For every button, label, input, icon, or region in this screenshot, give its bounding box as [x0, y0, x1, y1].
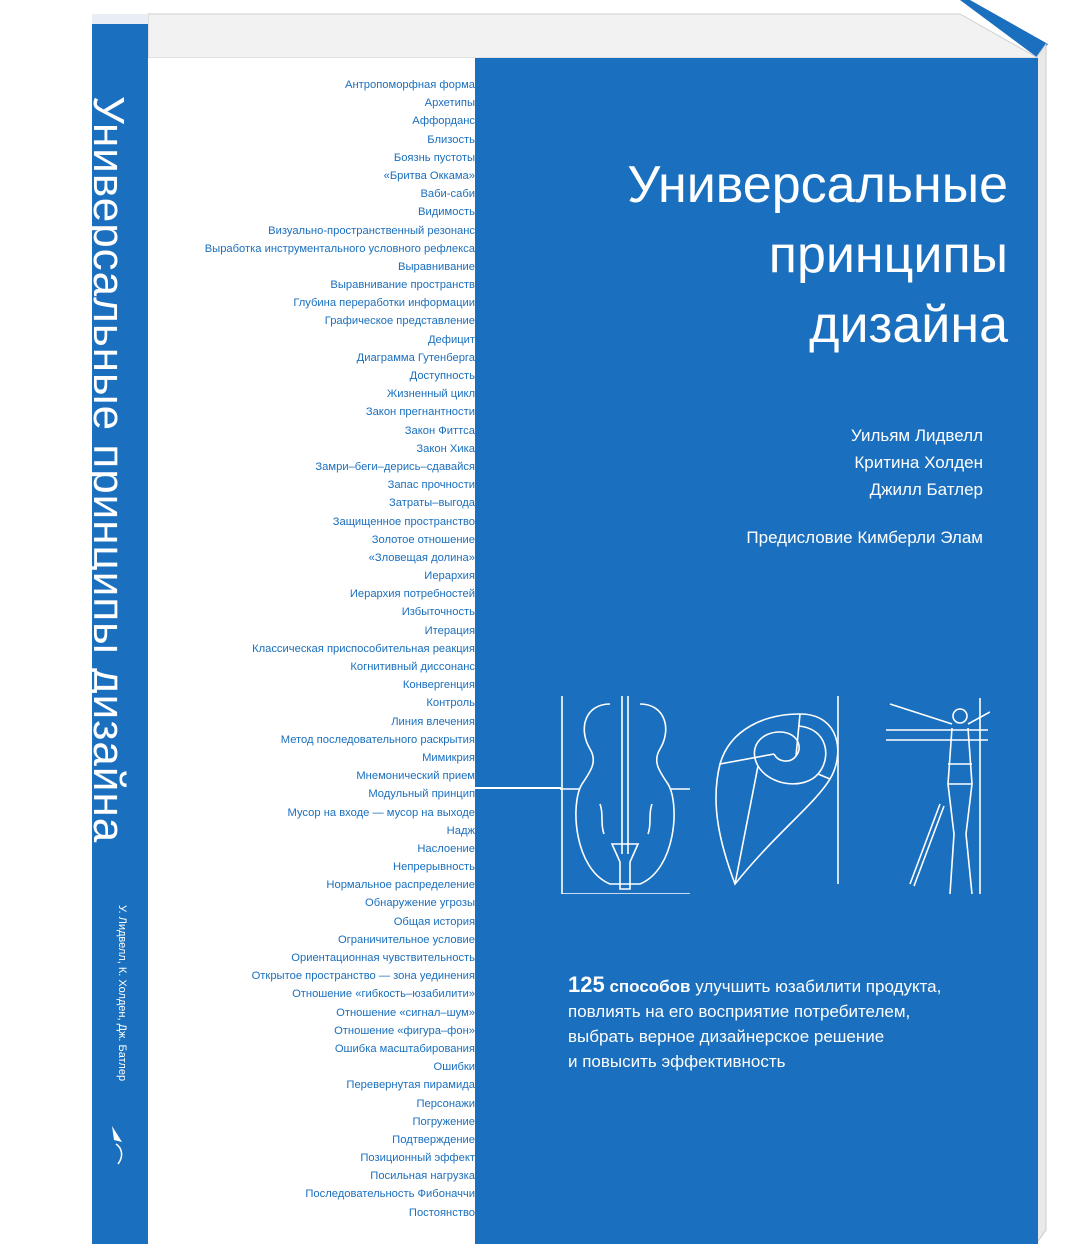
principle-item: Закон прегнантности [365, 406, 475, 419]
principle-item: Персонажи [416, 1097, 475, 1110]
principle-item: Ошибка масштабирования [334, 1042, 475, 1055]
title-line: принципы [768, 226, 1008, 284]
author-name: Джилл Батлер [869, 480, 983, 499]
tagline-bold: способов [609, 977, 691, 996]
spine-title-text: Универсальные принципы дизайна [84, 96, 133, 844]
principle-item: Запас прочности [387, 479, 475, 492]
principle-item: Мимикрия [422, 751, 475, 764]
principle-item: Ограничительное условие [337, 933, 475, 946]
principle-item: Линия влечения [391, 715, 475, 728]
principle-item: Иерархия потребностей [349, 588, 475, 601]
tagline-number: 125 [568, 972, 605, 997]
connector-line [475, 787, 561, 789]
author-name: Уильям Лидвелл [850, 426, 983, 445]
principle-item: Боязнь пустоты [393, 151, 475, 164]
principle-item: Золотое отношение [371, 533, 475, 546]
principle-item: Выработка инструментального условного рефлекса [204, 242, 475, 255]
principle-item: Визуально-пространственный резонанс [268, 224, 475, 237]
principle-item: Мнемонический прием [356, 770, 475, 783]
principle-item: Выравнивание [397, 260, 475, 273]
principle-item: Постоянство [408, 1206, 475, 1219]
principle-item: Антропоморфная форма [345, 79, 475, 91]
principle-item: Ошибки [433, 1061, 475, 1074]
principle-item: Ваби-саби [420, 188, 475, 201]
title-line: дизайна [809, 296, 1008, 354]
principle-item: Общая история [393, 915, 475, 928]
principle-item: Ориентационная чувствительность [291, 952, 475, 964]
title-line: Универсальные [627, 156, 1008, 214]
principle-item: Видимость [418, 206, 475, 219]
tagline [568, 972, 1008, 1074]
violin-drawing-icon [560, 696, 690, 894]
principles-list [125, 76, 475, 1222]
principle-item: Посильная нагрузка [370, 1170, 475, 1183]
principle-item: Отношение «фигура–фон» [334, 1024, 475, 1037]
principle-item: Нормальное распределение [326, 879, 475, 892]
front-cover [148, 58, 1038, 1244]
principle-item: Открытое пространство — зона уединения [251, 970, 475, 983]
tagline-text: и повысить эффективность [568, 1052, 786, 1071]
principle-item: Аффорданс [412, 115, 475, 128]
principle-item: Глубина переработки информации [293, 297, 475, 310]
author-name: Критина Холден [854, 453, 983, 472]
principle-item: Модульный принцип [368, 788, 475, 801]
principles-panel [148, 58, 475, 1244]
principle-item: Обнаружение угрозы [365, 897, 475, 910]
spine-authors-text: У. Лидвелл, К. Холден, Дж. Батлер [116, 905, 128, 1082]
principle-item: Закон Хика [416, 442, 475, 455]
vitruvian-man-drawing-icon [886, 698, 990, 894]
principle-item: Графическое представление [324, 315, 475, 328]
principle-item: Диаграмма Гутенберга [356, 351, 475, 364]
principle-item: Выравнивание пространств [330, 279, 475, 292]
principle-item: Затраты–выгода [389, 497, 475, 510]
tagline-text: выбрать верное дизайнерское решение [568, 1027, 885, 1046]
principle-item: Доступность [409, 370, 475, 382]
principle-item: Перевернутая пирамида [346, 1079, 475, 1092]
principle-item: Избыточность [401, 606, 475, 619]
principle-item: Погружение [412, 1115, 475, 1128]
principle-item: «Зловещая долина» [368, 551, 475, 564]
principle-item: «Бритва Оккама» [383, 169, 475, 182]
principle-item: Последовательность Фибоначчи [305, 1188, 475, 1201]
principle-item: Подтверждение [392, 1133, 475, 1146]
principle-item: Защищенное пространство [332, 515, 475, 528]
principle-item: Отношение «сигнал–шум» [336, 1006, 475, 1019]
principle-item: Архетипы [424, 97, 475, 110]
principle-item: Близость [427, 133, 475, 146]
principle-item: Непрерывность [393, 861, 475, 874]
principle-item: Позиционный эффект [360, 1152, 475, 1165]
principle-item: Наслоение [417, 842, 475, 855]
principle-item: Замри–беги–дерись–сдавайся [315, 460, 475, 473]
principle-item: Отношение «гибкость–юзабилити» [292, 988, 475, 1001]
principle-item: Закон Фиттса [404, 424, 475, 437]
principle-item: Дефицит [427, 333, 475, 346]
principle-item: Контроль [426, 697, 475, 710]
principle-item: Итерация [424, 624, 475, 637]
tagline-text: улучшить юзабилити продукта, [690, 977, 942, 996]
principle-item: Жизненный цикл [386, 388, 475, 401]
principle-item: Метод последовательного раскрытия [280, 733, 475, 746]
principle-item: Мусор на входе — мусор на выходе [287, 806, 475, 819]
book-side-pages [1036, 40, 1088, 1244]
book-title [538, 150, 1008, 360]
illustrations [560, 694, 990, 894]
principle-item: Иерархия [424, 570, 475, 583]
principle-item: Конвергенция [402, 679, 475, 692]
principle-item: Надж [446, 824, 475, 837]
principle-item: Классическая приспособительная реакция [252, 642, 475, 655]
tagline-text: повлиять на его восприятие потребителем, [568, 1002, 911, 1021]
nautilus-shell-drawing-icon [716, 696, 838, 884]
foreword-credit: Предисловие Кимберли Элам [746, 528, 983, 547]
principle-item: Когнитивный диссонанс [350, 661, 475, 673]
